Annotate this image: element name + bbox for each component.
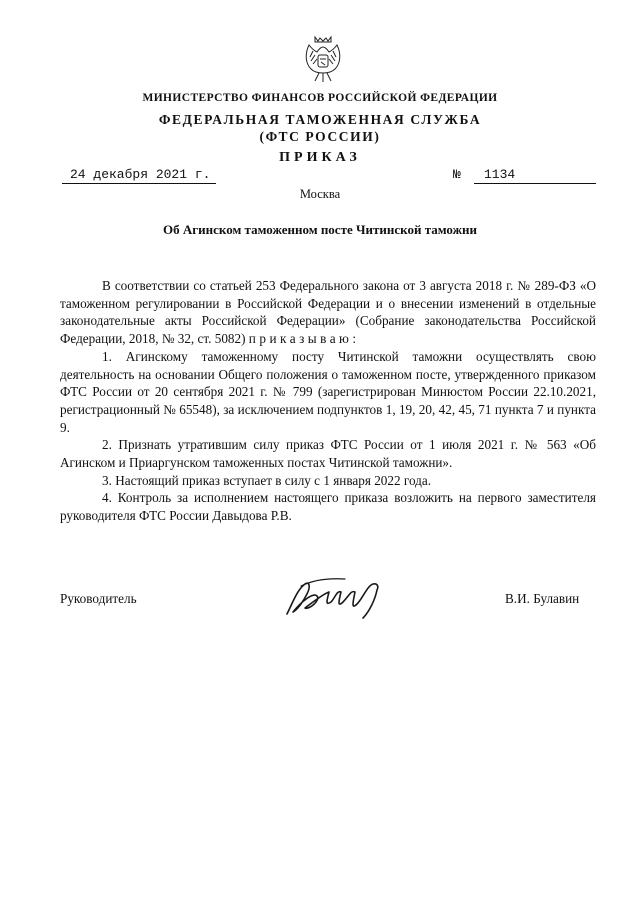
ministry-name: МИНИСТЕРСТВО ФИНАНСОВ РОССИЙСКОЙ ФЕДЕРАЦИИ xyxy=(142,92,498,104)
service-name-line2: (ФТС РОССИИ) xyxy=(259,129,381,144)
order-date xyxy=(62,167,216,184)
order-number-value: 1134 xyxy=(484,167,516,182)
item-3: 3. Настоящий приказ вступает в силу с 1 января 2022 года. xyxy=(102,472,432,488)
intro-paragraph xyxy=(60,277,596,348)
order-number-label: № xyxy=(453,167,461,182)
coat-of-arms-icon xyxy=(303,33,343,85)
item-1: 1. Агинскому таможенному посту Читинской таможни осуществлять свою деятельность на основании Общего положения о таможенном посте, утвержденного приказом ФТС России от 20 сентября 2021 г. № 799 (зарегистрирован Минюстом России 22.10.2021, регистрационный № 65548), за исключением подпунктов 1, 19, 20, 42, 45, 71 пункта 7 и пункта 9. xyxy=(60,348,596,435)
intro-text: В соответствии со статьей 253 Федерального закона от 3 августа 2018 г. № 289-ФЗ «О таможенном регулировании в Российской Федерации и о внесении изменений в отдельные законодательные акты Российской Федерации» (Собрание законодательства Российской Федерации, 2018, № 32, ст. 5082) xyxy=(60,278,596,347)
document-type: ПРИКАЗ xyxy=(279,150,361,165)
order-word: приказываю: xyxy=(248,331,360,347)
service-name xyxy=(0,111,640,145)
document-title: Об Агинском таможенном посте Читинской таможни xyxy=(162,222,478,237)
handwritten-signature xyxy=(283,572,403,622)
city: Москва xyxy=(299,187,341,201)
item-2: 2. Признать утратившим силу приказ ФТС России от 1 июля 2021 г. № 563 «Об Агинском и Приаргунском таможенных постах Читинской таможни». xyxy=(60,437,596,471)
order-number xyxy=(474,167,596,184)
item-4: 4. Контроль за исполнением настоящего приказа возложить на первого заместителя руководителя ФТС России Давыдова Р.В. xyxy=(60,490,596,524)
document-body xyxy=(60,277,596,525)
order-date-value: 24 декабря 2021 г. xyxy=(70,167,211,182)
signatory-name: В.И. Булавин xyxy=(505,591,580,606)
service-name-line1: ФЕДЕРАЛЬНАЯ ТАМОЖЕННАЯ СЛУЖБА xyxy=(158,112,482,127)
signatory-role: Руководитель xyxy=(60,591,137,606)
